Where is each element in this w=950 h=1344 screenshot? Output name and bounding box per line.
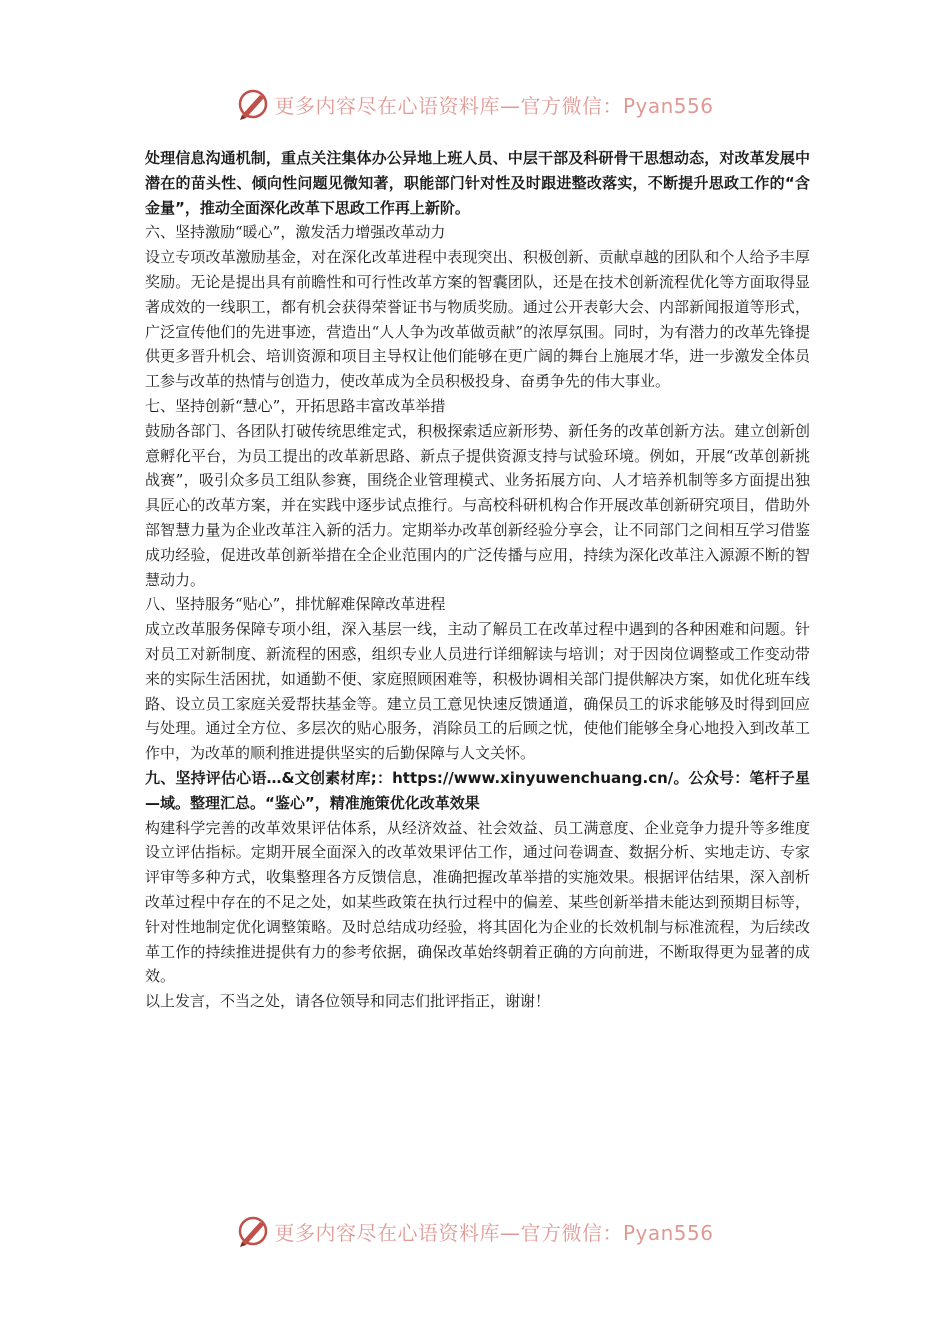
paragraph: 设立专项改革激励基金，对在深化改革进程中表现突出、积极创新、贡献卓越的团队和个人给予丰厚奖励。无论是提出具有前瞻性和可行性改革方案的智囊团队，还是在技术创新流程优化等方面取得显著成效的一线职工，都有机会获得荣誉证书与物质奖励。通过公开表彰大会、内部新闻报道等形式，广泛宣传他们的先进事迹，营造出“人人争为改革做贡献”的浓厚氛围。同时，为有潜力的改革先锋提供更多晋升机会、培训资源和项目主导权让他们能够在更广阔的舞台上施展才华，进一步激发全体员工参与改革的热情与创造力，使改革成为全员积极投身、奋勇争先的伟大事业。 <box>145 248 810 391</box>
section-heading: 六、坚持激励“暖心”，激发活力增强改革动力 <box>145 223 446 242</box>
header-watermark-banner <box>0 84 950 124</box>
pen-logo-icon <box>236 1214 270 1248</box>
paragraph: 成立改革服务保障专项小组，深入基层一线，主动了解员工在改革过程中遇到的各种困难和问题。针对员工对新制度、新流程的困惑，组织专业人员进行详细解读与培训；对于因岗位调整或工作变动带来的实际生活困扰，如通勤不便、家庭照顾困难等，积极协调相关部门提供解决方案，如优化班车线路、设立员工家庭关爱帮扶基金等。建立员工意见快速反馈通道，确保员工的诉求能够及时得到回应与处理。通过全方位、多层次的贴心服务，消除员工的后顾之忧，使他们能够全身心地投入到改革工作中，为改革的顺利推进提供坚实的后勤保障与人文关怀。 <box>145 620 810 763</box>
paragraph: 以上发言，不当之处，请各位领导和同志们批评指正，谢谢！ <box>145 992 551 1011</box>
watermark-text: 更多内容尽在心语资料库—官方微信：Pyan556 <box>274 93 714 118</box>
paragraph: 构建科学完善的改革效果评估体系，从经济效益、社会效益、员工满意度、企业竞争力提升等多维度设立评估指标。定期开展全面深入的改革效果评估工作，通过问卷调查、数据分析、实地走访、专家评审等多种方式，收集整理各方反馈信息，准确把握改革举措的实施效果。根据评估结果，深入剖析改革过程中存在的不足之处，如某些政策在执行过程中的偏差、某些创新举措未能达到预期目标等，针对性地制定优化调整策略。及时总结成功经验，将其固化为企业的长效机制与标准流程，为后续改革工作的持续推进提供有力的参考依据，确保改革始终朝着正确的方向前进，不断取得更为显著的成效。 <box>145 818 810 986</box>
document-body <box>145 146 810 1014</box>
pen-logo-icon <box>236 87 270 121</box>
section-heading: 七、坚持创新“慧心”，开拓思路丰富改革举措 <box>145 396 446 415</box>
watermark-text: 更多内容尽在心语资料库—官方微信：Pyan556 <box>274 1220 714 1245</box>
section-heading: 九、坚持评估心语…&文创素材库;：https://www.xinyuwenchuang.cn/。公众号：笔杆子星—域。整理汇总。“鉴心”，精准施策优化改革效果 <box>145 768 810 812</box>
paragraph: 处理信息沟通机制，重点关注集体办公异地上班人员、中层干部及科研骨干思想动态，对改革发展中潜在的苗头性、倾向性问题见微知著，职能部门针对性及时跟进整改落实，不断提升思政工作的“含金量”，推动全面深化改革下思政工作再上新阶。 <box>145 149 810 217</box>
footer-watermark-banner <box>0 1211 950 1251</box>
paragraph: 鼓励各部门、各团队打破传统思维定式，积极探索适应新形势、新任务的改革创新方法。建立创新创意孵化平台，为员工提出的改革新思路、新点子提供资源支持与试验环境。例如，开展“改革创新挑战赛”，吸引众多员工组队参赛，围绕企业管理模式、业务拓展方向、人才培养机制等多方面提出独具匠心的改革方案，并在实践中逐步试点推行。与高校科研机构合作开展改革创新研究项目，借助外部智慧力量为企业改革注入新的活力。定期举办改革创新经验分享会，让不同部门之间相互学习借鉴成功经验，促进改革创新举措在全企业范围内的广泛传播与应用，持续为深化改革注入源源不断的智慧动力。 <box>145 421 810 589</box>
section-heading: 八、坚持服务“贴心”，排忧解难保障改革进程 <box>145 595 446 614</box>
